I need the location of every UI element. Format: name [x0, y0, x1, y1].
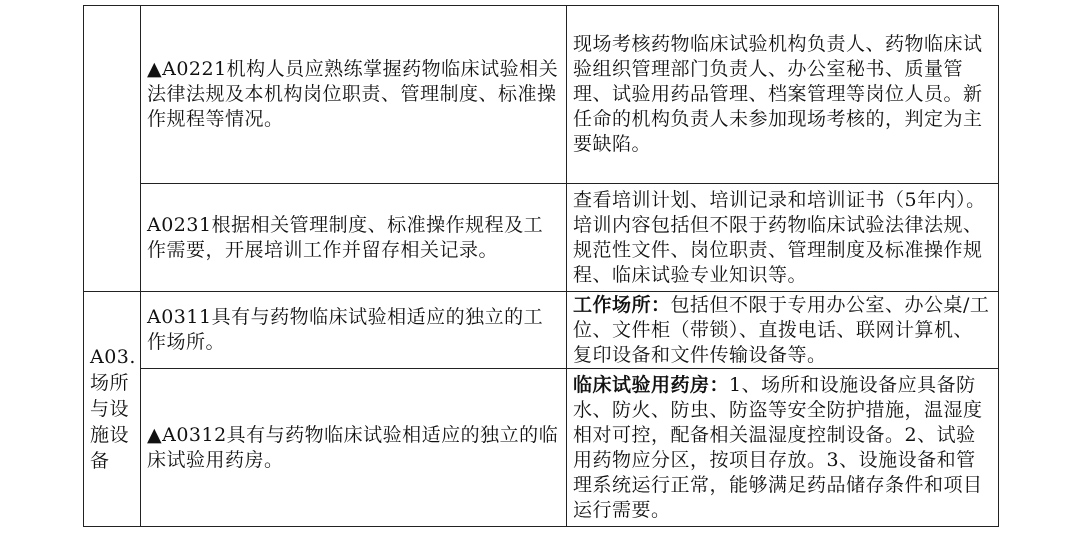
inspection-standards-table	[83, 5, 999, 527]
method-cell	[567, 292, 999, 369]
method-label: 工作场所：	[573, 293, 671, 316]
category-name-line: 与设	[90, 398, 130, 420]
method-text: 1、场所和设施设备应具备防水、防火、防虫、防盗等安全防护措施，温湿度相对可控，配备相关温湿度控制设备。2、试验用药物应分区，按项目存放。3、设施设备和管理系统运行正常，能够满足药品储存条件和项目运行需要。	[573, 373, 983, 521]
requirement-text: ▲A0221机构人员应熟练掌握药物临床试验相关法律法规及本机构岗位职责、管理制度、标准操作规程等情况。	[147, 58, 559, 130]
table-row	[84, 292, 999, 369]
category-name-line: 场所	[90, 372, 130, 394]
category-cell-empty	[84, 6, 141, 292]
requirement-text: A0311具有与药物临床试验相适应的独立的工作场所。	[147, 306, 544, 353]
category-code: A03.	[90, 346, 136, 368]
method-cell	[567, 369, 999, 527]
method-cell	[567, 184, 999, 292]
requirement-cell	[141, 369, 567, 527]
category-name-line: 备	[90, 450, 110, 472]
method-text: 查看培训计划、培训记录和培训证书（5年内）。培训内容包括但不限于药物临床试验法律法规、规范性文件、岗位职责、管理制度及标准操作规程、临床试验专业知识等。	[573, 188, 986, 286]
requirement-cell	[141, 184, 567, 292]
table-row	[84, 369, 999, 527]
requirement-cell	[141, 6, 567, 184]
table-row	[84, 6, 999, 184]
table-row	[84, 184, 999, 292]
method-text: 现场考核药物临床试验机构负责人、药物临床试验组织管理部门负责人、办公室秘书、质量管理、试验用药品管理、档案管理等岗位人员。新任命的机构负责人未参加现场考核的，判定为主要缺陷。	[573, 33, 983, 155]
method-text: 包括但不限于专用办公室、办公桌/工位、文件柜（带锁）、直拨电话、联网计算机、复印设备和文件传输设备等。	[573, 293, 990, 366]
requirement-cell	[141, 292, 567, 369]
requirement-text: ▲A0312具有与药物临床试验相适应的独立的临床试验用药房。	[147, 423, 559, 471]
method-label: 临床试验用药房：	[573, 373, 730, 396]
method-cell	[567, 6, 999, 184]
requirement-text: A0231根据相关管理制度、标准操作规程及工作需要，开展培训工作并留存相关记录。	[147, 213, 544, 261]
category-name-line: 施设	[90, 424, 130, 446]
category-cell	[84, 292, 141, 527]
